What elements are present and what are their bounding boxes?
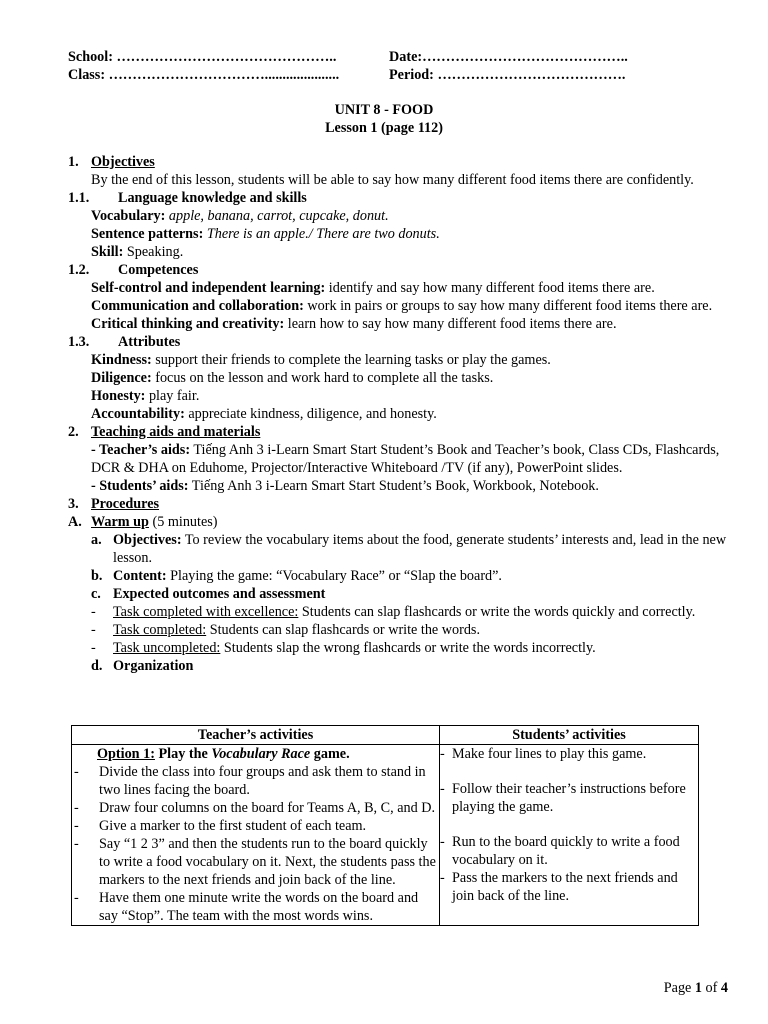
school-label: School: (68, 49, 113, 65)
vocabulary-line: Vocabulary: apple, banana, carrot, cupcake, donut. (91, 208, 389, 224)
unit-title: UNIT 8 - FOOD (334, 102, 434, 118)
warmup-heading: A. Warm up (5 minutes) (68, 514, 218, 530)
warmup-organization-heading: d. Organization (91, 658, 194, 674)
attributes-heading: Attributes (118, 334, 181, 350)
attribute-kindness: Kindness: support their friends to complete the learning tasks or play the games. (91, 352, 551, 368)
students-activities-header: Students’ activities (440, 726, 699, 745)
attribute-diligence: Diligence: focus on the lesson and work hard to complete all the tasks. (91, 370, 494, 386)
teacher-step: - Divide the class into four groups and ask them to stand in two lines facing the board. (74, 764, 426, 798)
class-dots: ……………………………..................... (108, 67, 340, 83)
period-label: Period: (389, 67, 434, 83)
objectives-intro: By the end of this lesson, students will be able to say how many different food items there are confidently. (91, 172, 694, 188)
section-1-1-heading: 1.1. Language knowledge and skills (68, 190, 307, 206)
school-dots: ……………………………………….. (116, 49, 337, 65)
teaching-aids-heading: Teaching aids and materials (91, 424, 261, 440)
section-aids-heading: 2. Teaching aids and materials (68, 424, 261, 440)
outcome-excellence: - Task completed with excellence: Students can slap flashcards or write the words quickly and correctly. (91, 604, 696, 620)
lesson-body (68, 153, 730, 675)
student-step: - Make four lines to play this game. (440, 746, 647, 762)
teacher-step: - Give a marker to the first student of each team. (74, 818, 367, 834)
date-label: Date: (389, 49, 423, 65)
skill-line: Skill: Speaking. (91, 244, 184, 260)
student-step: - Follow their teacher’s instructions before playing the game. (440, 781, 686, 815)
procedures-heading: Procedures (91, 496, 160, 512)
activities-table (71, 725, 699, 926)
warmup-outcomes-heading: c. Expected outcomes and assessment (91, 586, 326, 602)
student-aids-line: - Students’ aids: Tiếng Anh 3 i-Learn Smart Start Student’s Book, Workbook, Notebook. (91, 478, 599, 494)
competence-critical-thinking: Critical thinking and creativity: learn how to say how many different food items there are. (91, 316, 617, 332)
language-knowledge-heading: Language knowledge and skills (118, 190, 307, 206)
competence-self-control: Self-control and independent learning: identify and say how many different food items there are. (91, 280, 655, 296)
sentence-patterns-line: Sentence patterns: There is an apple./ There are two donuts. (91, 226, 440, 242)
teacher-step: - Say “1 2 3” and then the students run to the board quickly to write a food vocabulary on it. Next, the students pass the markers to the next friends and join back of the line. (74, 836, 436, 888)
objectives-heading: Objectives (91, 154, 155, 170)
class-label: Class: (68, 67, 106, 83)
period-dots: …………………………………. (437, 67, 626, 83)
student-step: - Run to the board quickly to write a food vocabulary on it. (440, 834, 680, 868)
teacher-aids-line: - Teacher’s aids: Tiếng Anh 3 i-Learn Smart Start Student’s Book and Teacher’s book, Class CDs, Flashcards, DCR & DHA on Eduhome, Projector/Interactive Whiteboard /TV (if any), PowerPoint slides. (91, 442, 720, 476)
attribute-accountability: Accountability: appreciate kindness, diligence, and honesty. (91, 406, 437, 422)
date-field (389, 48, 628, 66)
attribute-honesty: Honesty: play fair. (91, 388, 200, 404)
school-field (68, 48, 336, 66)
section-procedures-heading: 3. Procedures (68, 496, 160, 512)
outcome-uncompleted: - Task uncompleted: Students slap the wrong flashcards or write the words incorrectly. (91, 640, 596, 656)
competences-heading: Competences (118, 262, 199, 278)
warmup-objectives: a. Objectives: To review the vocabulary items about the food, generate students’ interests and, lead in the new lesson. (91, 532, 727, 566)
period-field (389, 66, 625, 84)
students-activities-cell (440, 745, 699, 926)
competence-communication: Communication and collaboration: work in pairs or groups to say how many different food items there are. (91, 298, 713, 314)
student-step: - Pass the markers to the next friends and join back of the line. (440, 870, 678, 904)
class-field (68, 66, 339, 84)
teacher-step: - Have them one minute write the words on the board and say “Stop”. The team with the most words wins. (74, 890, 419, 924)
warmup-content: b. Content: Playing the game: “Vocabulary Race” or “Slap the board”. (91, 568, 502, 584)
section-1-2-heading: 1.2. Competences (68, 262, 199, 278)
lesson-title: Lesson 1 (page 112) (325, 120, 443, 136)
page-number: Page 1 of 4 (663, 980, 728, 996)
date-dots: …………………………………….. (422, 49, 628, 65)
teacher-activities-header: Teacher’s activities (72, 726, 440, 745)
section-objectives-heading: 1. Objectives (68, 154, 155, 170)
section-1-3-heading: 1.3. Attributes (68, 334, 181, 350)
outcome-completed: - Task completed: Students can slap flashcards or write the words. (91, 622, 481, 638)
option-1-title: Option 1: Play the Vocabulary Race game. (97, 746, 350, 762)
teacher-step: - Draw four columns on the board for Teams A, B, C, and D. (74, 800, 436, 816)
teacher-activities-cell (72, 745, 440, 926)
